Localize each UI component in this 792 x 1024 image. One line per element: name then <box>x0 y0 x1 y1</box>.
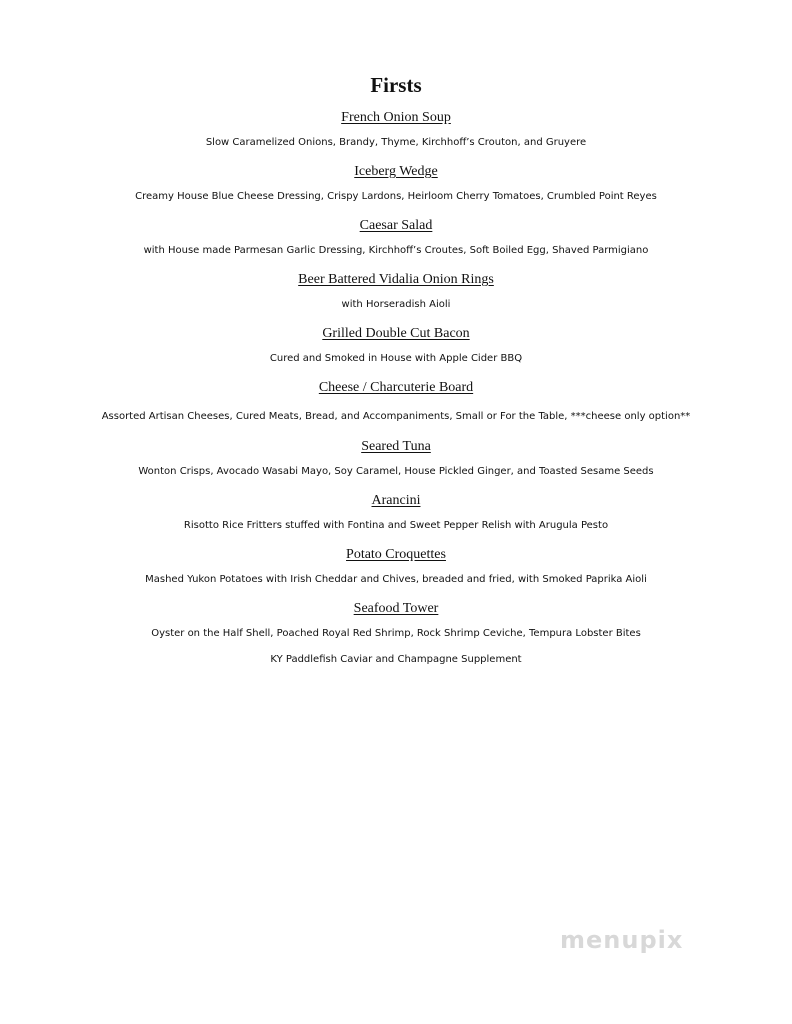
menu-item-description: Oyster on the Half Shell, Poached Royal Red Shrimp, Rock Shrimp Ceviche, Tempura Lobster Bites <box>151 628 641 639</box>
menu-item-name: Caesar Salad <box>359 218 433 233</box>
menu-item-name: Seafood Tower <box>353 601 439 616</box>
menu-item-description: Cured and Smoked in House with Apple Cider BBQ <box>269 353 523 364</box>
menu-item-description: Risotto Rice Fritters stuffed with Fontina and Sweet Pepper Relish with Arugula Pesto <box>183 520 609 531</box>
menu-item-description: Wonton Crisps, Avocado Wasabi Mayo, Soy Caramel, House Pickled Ginger, and Toasted Sesame Seeds <box>138 466 654 477</box>
menu-item-description: Slow Caramelized Onions, Brandy, Thyme, Kirchhoff’s Crouton, and Gruyere <box>205 137 587 148</box>
menu-item-description: Mashed Yukon Potatoes with Irish Cheddar and Chives, breaded and fried, with Smoked Paprika Aioli <box>145 574 647 585</box>
menu-item-name: Iceberg Wedge <box>354 164 438 179</box>
menu-item-description: with House made Parmesan Garlic Dressing, Kirchhoff’s Croutes, Soft Boiled Egg, Shaved Parmigiano <box>143 245 649 256</box>
menu-item-name: Grilled Double Cut Bacon <box>322 326 470 341</box>
menu-item-name: Cheese / Charcuterie Board <box>318 380 474 395</box>
menu-item-description: Creamy House Blue Cheese Dressing, Crispy Lardons, Heirloom Cherry Tomatoes, Crumbled Point Reyes <box>135 191 657 202</box>
menu-item-name: Seared Tuna <box>361 439 431 454</box>
section-title: Firsts <box>370 73 422 97</box>
menu-item-name: Arancini <box>371 493 421 508</box>
menu-item-supplement: KY Paddlefish Caviar and Champagne Supplement <box>270 654 522 665</box>
menu-item-description: with Horseradish Aioli <box>341 299 451 310</box>
watermark-logo: menupix <box>560 926 684 954</box>
menu-item-name: French Onion Soup <box>341 110 451 125</box>
menu-item-name: Beer Battered Vidalia Onion Rings <box>298 272 494 287</box>
menu-item-name: Potato Croquettes <box>346 547 446 562</box>
menu-item-description: Assorted Artisan Cheeses, Cured Meats, Bread, and Accompaniments, Small or For the Table, ***cheese only option** <box>101 411 691 422</box>
